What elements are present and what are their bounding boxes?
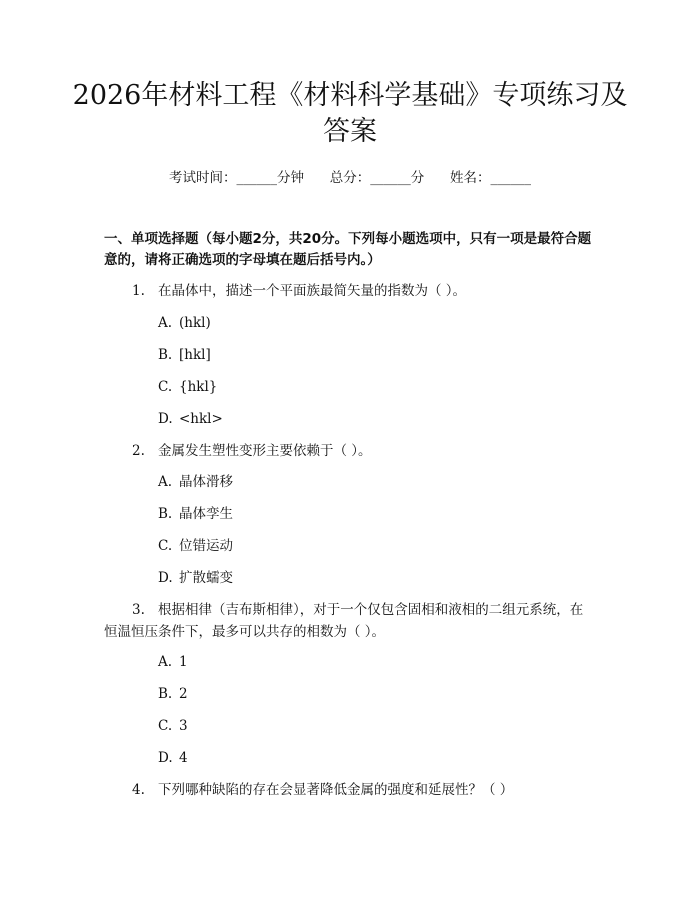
option-2a xyxy=(158,473,233,491)
option-3b xyxy=(158,685,188,703)
option-1a xyxy=(158,314,211,332)
exam-meta-line: 考试时间：______分钟 总分：______分 姓名：______ xyxy=(169,170,531,186)
option-1c xyxy=(158,378,217,396)
question-number: 4. xyxy=(132,782,145,798)
option-text: 3 xyxy=(179,718,188,734)
document-title: 2026年材料工程《材料科学基础》专项练习及答案 xyxy=(72,80,628,147)
option-text: (hkl) xyxy=(179,315,211,331)
question-text: 在晶体中，描述一个平面族最简矢量的指数为（ ）。 xyxy=(158,283,467,299)
option-letter: D. xyxy=(158,570,173,586)
option-1b xyxy=(158,346,211,364)
option-text: 1 xyxy=(179,654,188,670)
question-text: 根据相律（吉布斯相律），对于一个仅包含固相和液相的二组元系统，在恒温恒压条件下，最多可以共存的相数为（ ）。 xyxy=(104,602,584,640)
question-3 xyxy=(104,599,594,643)
option-3a xyxy=(158,653,188,671)
question-number: 2. xyxy=(132,443,145,459)
question-text: 下列哪种缺陷的存在会显著降低金属的强度和延展性？（ ） xyxy=(158,782,514,798)
option-letter: D. xyxy=(158,750,173,766)
option-letter: C. xyxy=(158,718,173,734)
option-letter: A. xyxy=(158,474,173,490)
option-letter: D. xyxy=(158,411,173,427)
question-1 xyxy=(104,280,594,302)
option-letter: B. xyxy=(158,506,173,522)
option-text: 扩散蠕变 xyxy=(179,570,233,586)
question-4 xyxy=(104,779,594,801)
option-1d xyxy=(158,410,223,428)
option-3d xyxy=(158,749,188,767)
option-2b xyxy=(158,505,233,523)
option-letter: C. xyxy=(158,538,173,554)
question-number: 3. xyxy=(132,602,145,618)
option-letter: B. xyxy=(158,686,173,702)
option-text: <hkl> xyxy=(179,411,223,427)
option-text: 晶体孪生 xyxy=(179,506,233,522)
question-text: 金属发生塑性变形主要依赖于（ ）。 xyxy=(158,443,372,459)
option-text: {hkl} xyxy=(179,379,218,395)
section-heading: 一、单项选择题（每小题2分，共20分。下列每小题选项中，只有一项是最符合题意的，请将正确选项的字母填在题后括号内。） xyxy=(104,231,592,268)
option-2d xyxy=(158,569,233,587)
option-letter: A. xyxy=(158,315,173,331)
option-text: 晶体滑移 xyxy=(179,474,233,490)
option-text: 位错运动 xyxy=(179,538,233,554)
option-letter: C. xyxy=(158,379,173,395)
option-text: 4 xyxy=(179,750,188,766)
option-text: 2 xyxy=(179,686,188,702)
option-text: [hkl] xyxy=(179,347,211,363)
question-2 xyxy=(104,440,594,462)
question-number: 1. xyxy=(132,283,145,299)
option-letter: B. xyxy=(158,347,173,363)
option-3c xyxy=(158,717,188,735)
option-letter: A. xyxy=(158,654,173,670)
option-2c xyxy=(158,537,233,555)
